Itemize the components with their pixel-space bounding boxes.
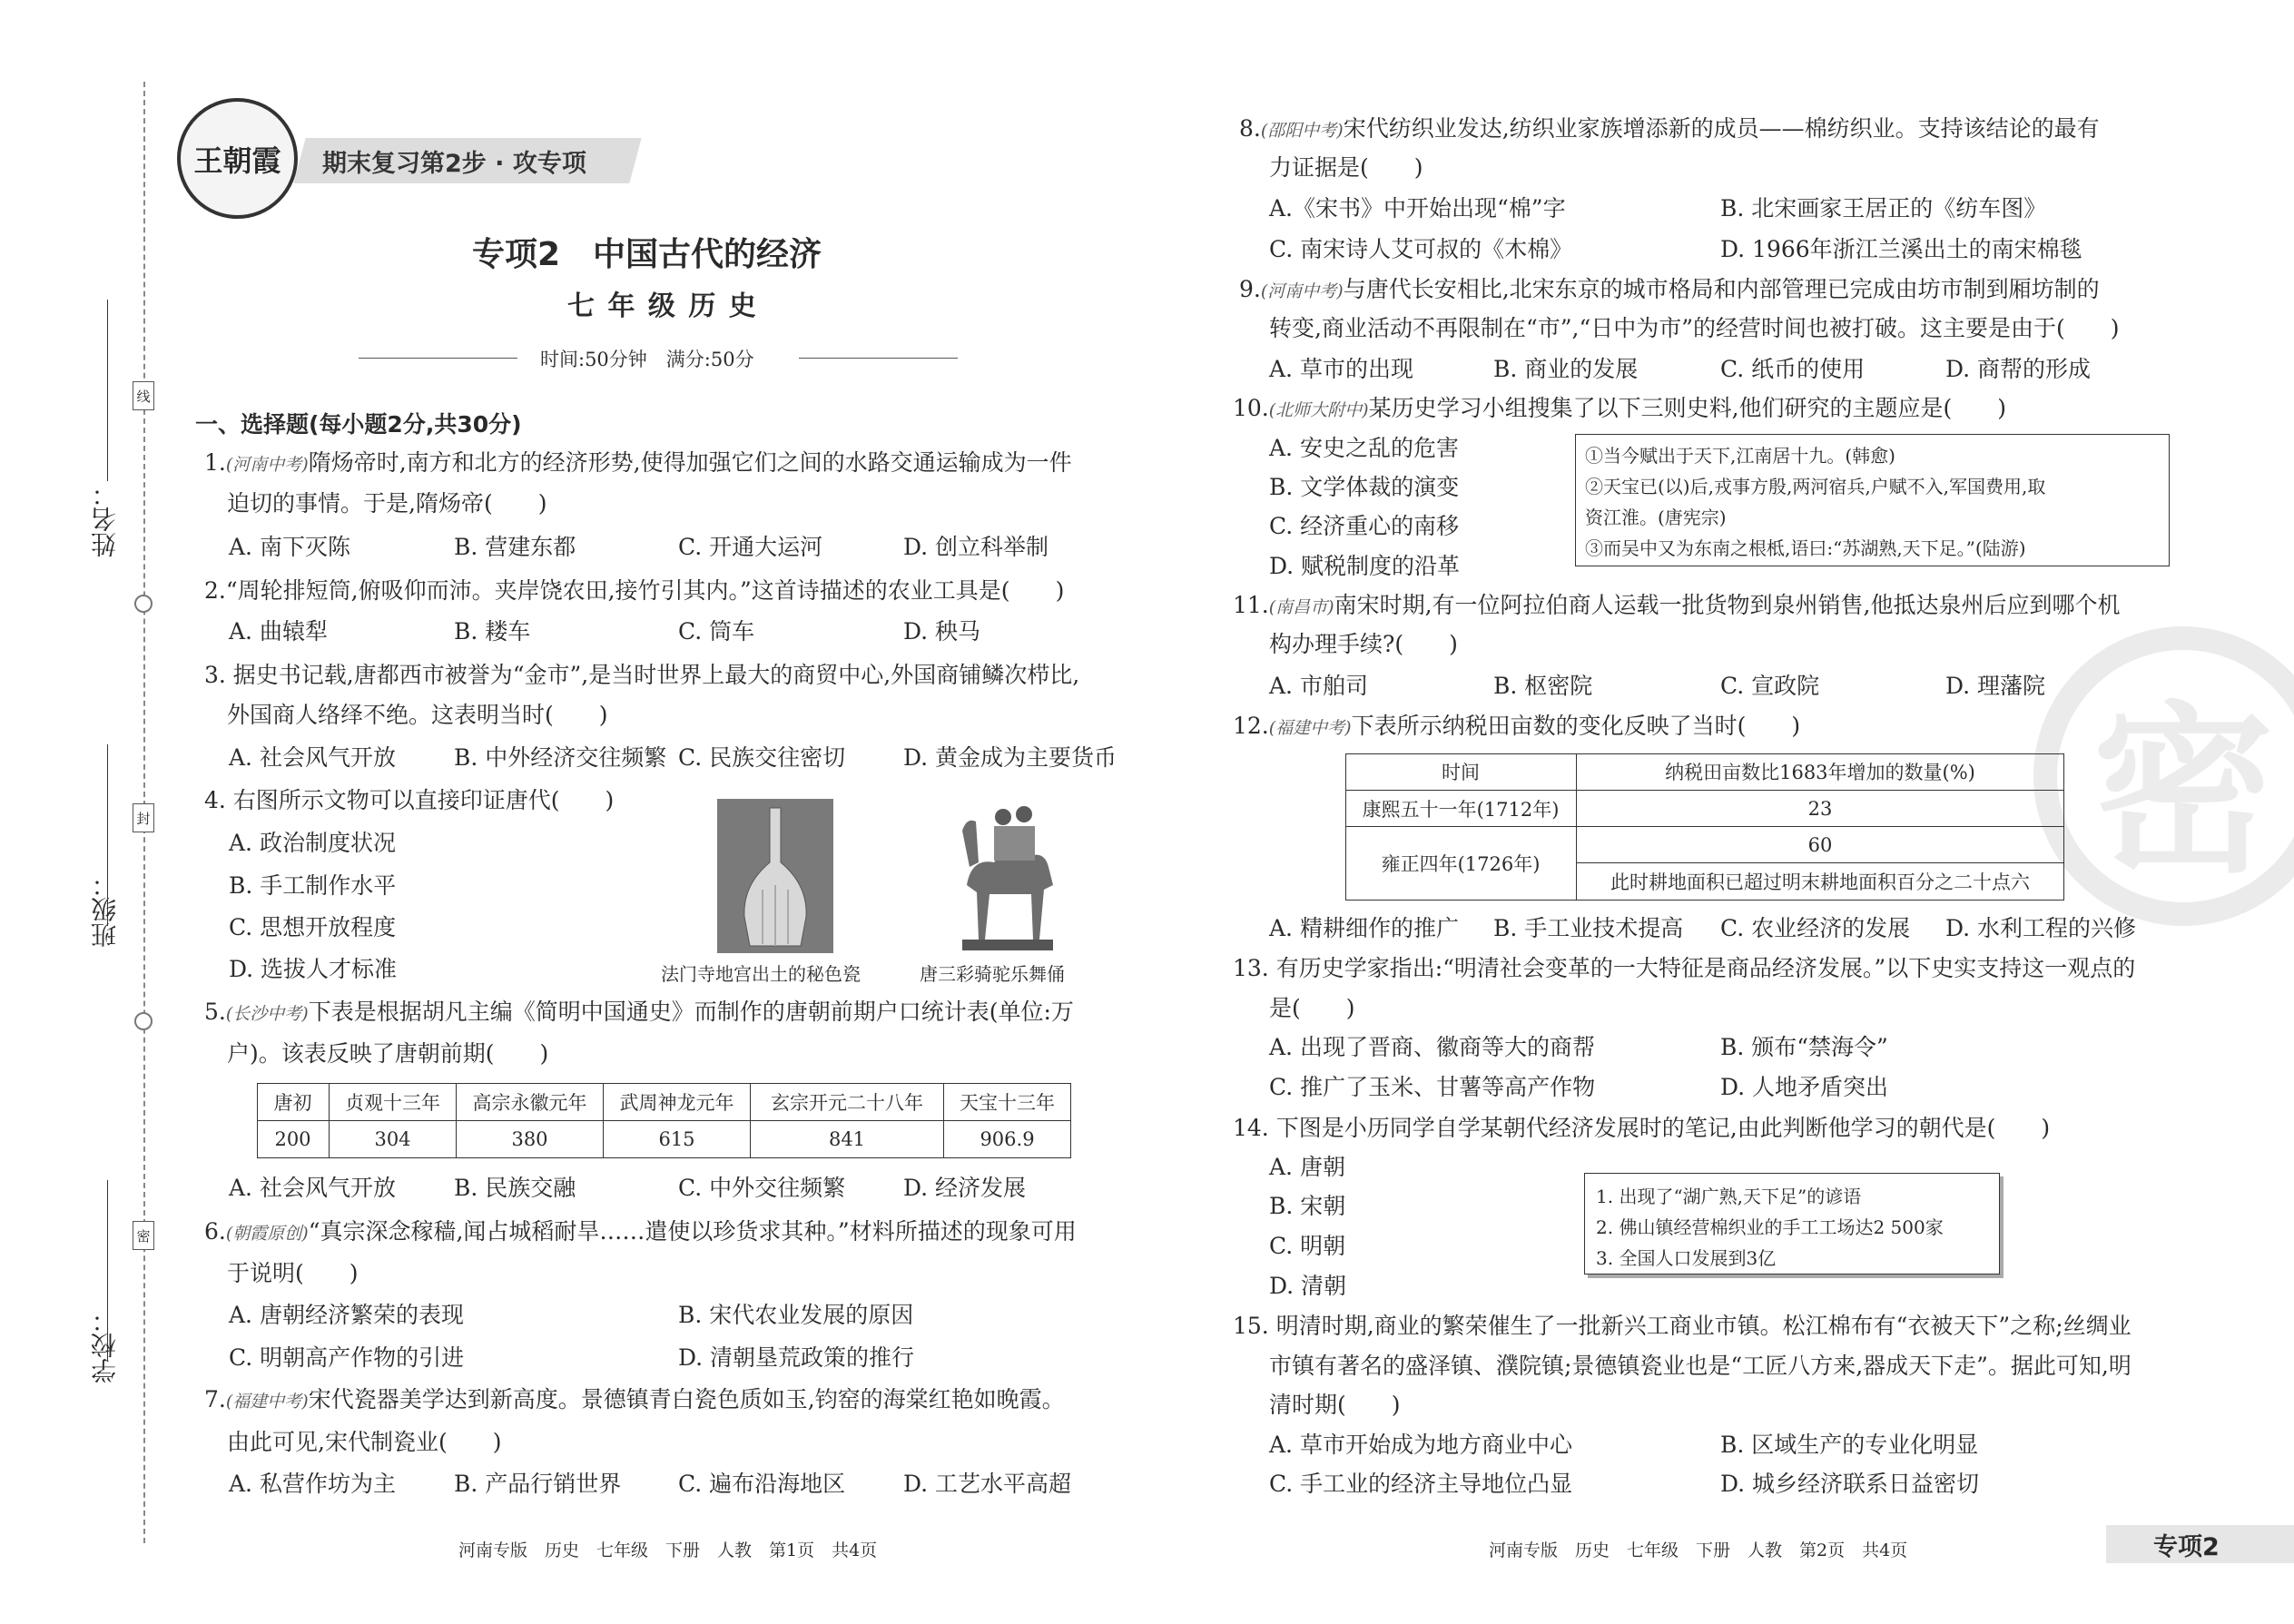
option: B. 中外经济交往频繁 [454,744,667,771]
table-header-cell: 纳税田亩数比1683年增加的数量(%) [1577,753,2064,791]
porcelain-vase-image [717,799,833,953]
name-underline [107,300,108,481]
image-caption-2: 唐三彩骑驼乐舞俑 [920,963,1065,985]
option: C. 明朝 [1269,1233,1346,1259]
option: B. 商业的发展 [1493,356,1639,382]
question-11-line2: 构办理手续?( ) [1269,631,1458,657]
camel-figurine-image [944,794,1071,958]
question-10: 10.(北师大附中)某历史学习小组搜集了以下三则史料,他们研究的主题应是( ) [1233,395,2007,421]
option: A. 社会风气开放 [229,1175,396,1201]
option: D. 选拔人才标准 [229,956,398,982]
option: A. 草市开始成为地方商业中心 [1269,1432,1572,1458]
option: B. 营建东都 [454,534,576,560]
option: A. 唐朝 [1269,1154,1345,1180]
table-header-cell: 贞观十三年 [330,1083,457,1121]
option: A. 市舶司 [1269,673,1368,699]
question-11: 11.(南昌市)南宋时期,有一位阿拉伯商人运载一批货物到泉州销售,他抵达泉州后应到哪个机 [1233,592,2121,618]
table-cell: 304 [330,1121,457,1158]
question-8: 8.(邵阳中考)宋代纺织业发达,纺织业家族增添新的成员——棉纺织业。支持该结论的最有 [1239,115,2100,142]
table-cell: 615 [604,1121,751,1158]
note-line: 2. 佛山镇经营棉织业的手工工场达2 500家 [1596,1216,1944,1238]
note-line: 1. 出现了“湖广熟,天下足”的谚语 [1596,1186,1862,1207]
table-cell: 康熙五十一年(1712年) [1345,791,1577,827]
time-rule-right [799,358,958,359]
table-header-cell: 时间 [1345,753,1577,791]
option: A. 安史之乱的危害 [1269,435,1459,461]
question-15: 15. 明清时期,商业的繁荣催生了一批新兴工商业市镇。松江棉布有“衣被天下”之称;丝绸业 [1233,1313,2132,1339]
watermark-seal [2033,626,2294,926]
question-14: 14. 下图是小历同学自学某朝代经济发展时的笔记,由此判断他学习的朝代是( ) [1233,1115,2051,1141]
option: B. 北宋画家王居正的《纺车图》 [1720,195,2047,221]
seal-box-3: 密 [133,1221,154,1250]
option: B. 手工业技术提高 [1493,915,1684,941]
question-15-line2: 市镇有著名的盛泽镇、濮院镇;景德镇瓷业也是“工匠八方来,器成天下走”。据此可知,明 [1269,1353,2132,1379]
source-line: ②天宝已(以)后,戎事方殷,两河宿兵,户赋不入,军国费用,取 [1585,476,2046,497]
option: C. 筒车 [678,618,755,645]
seal-box-1: 线 [133,381,154,410]
option: C. 农业经济的发展 [1720,915,1911,941]
logo-text: 王朝霞 [193,143,281,178]
option: B. 区域生产的专业化明显 [1720,1432,1979,1458]
option: C. 宣政院 [1720,673,1820,699]
option: C. 民族交往密切 [678,744,846,771]
page-tag: 专项2 [2153,1533,2220,1561]
option: B. 宋代农业发展的原因 [678,1302,914,1328]
page-title: 专项2 中国古代的经济 [472,236,822,273]
table-cell: 23 [1577,791,2064,827]
section-heading: 一、选择题(每小题2分,共30分) [195,411,522,438]
table-cell: 雍正四年(1726年) [1345,827,1577,901]
option: D. 1966年浙江兰溪出土的南宋棉毯 [1720,236,2082,262]
option: B. 颁布“禁海令” [1720,1034,1888,1060]
option: C. 中外交往频繁 [678,1175,846,1201]
option: D. 城乡经济联系日益密切 [1720,1471,1980,1497]
source-line: ③而吴中又为东南之根柢,语曰:“苏湖熟,天下足。”(陆游) [1585,537,2026,559]
note-line: 3. 全国人口发展到3亿 [1596,1247,1777,1269]
option: D. 经济发展 [903,1175,1027,1201]
option: B. 枢密院 [1493,673,1593,699]
question-5: 5.(长沙中考)下表是根据胡凡主编《简明中国通史》而制作的唐朝前期户口统计表(单位:万 [204,999,1074,1025]
option: D. 清朝 [1269,1273,1347,1299]
option: C. 经济重心的南移 [1269,513,1460,539]
question-9-line2: 转变,商业活动不再限制在“市”,“日中为市”的经营时间也被打破。这主要是由于( ) [1269,315,2120,341]
option: C. 推广了玉米、甘薯等高产作物 [1269,1074,1596,1100]
option: A. 草市的出现 [1269,356,1413,382]
time-info: 时间:50分钟 满分:50分 [540,349,754,370]
option: C. 明朝高产作物的引进 [229,1344,465,1371]
question-15-line3: 清时期( ) [1269,1392,1401,1418]
table-header-cell: 高宗永徽元年 [457,1083,604,1121]
question-13: 13. 有历史学家指出:“明清社会变革的一大特征是商品经济发展。”以下史实支持这一观点的 [1233,955,2136,981]
option: C. 遍布沿海地区 [678,1471,846,1497]
question-1-line2: 迫切的事情。于是,隋炀帝( ) [227,490,547,517]
question-12: 12.(福建中考)下表所示纳税田亩数的变化反映了当时( ) [1233,713,1801,739]
image-caption-1: 法门寺地宫出土的秘色瓷 [661,963,861,985]
table-cell: 此时耕地面积已超过明末耕地面积百分之二十点六 [1577,863,2064,901]
option: C. 开通大运河 [678,534,823,560]
table-header-cell: 武周神龙元年 [604,1083,751,1121]
option: B. 宋朝 [1269,1193,1346,1219]
school-label: 学校： [90,1307,120,1383]
footer-right: 河南专版 历史 七年级 下册 人教 第2页 共4页 [1489,1540,1908,1560]
option: D. 工艺水平高超 [903,1471,1072,1497]
option: B. 耧车 [454,618,531,645]
question-3: 3. 据史书记载,唐都西市被誉为“金市”,是当时世界上最大的商贸中心,外国商铺鳞次栉比, [204,662,1080,688]
option: A. 私营作坊为主 [229,1471,396,1497]
source-line: ①当今赋出于天下,江南居十九。(韩愈) [1585,445,1895,467]
option: D. 秧马 [903,618,981,645]
option: C. 思想开放程度 [229,914,397,940]
page-subtitle: 七 年 级 历 史 [567,290,758,322]
option: D. 黄金成为主要货币 [903,744,1117,771]
footer-left: 河南专版 历史 七年级 下册 人教 第1页 共4页 [458,1540,878,1560]
question-8-line2: 力证据是( ) [1269,154,1423,181]
question-4: 4. 右图所示文物可以直接印证唐代( ) [204,787,615,813]
question-7: 7.(福建中考)宋代瓷器美学达到新高度。景德镇青白瓷色质如玉,钧窑的海棠红艳如晚霞。 [204,1386,1065,1412]
option: C. 南宋诗人艾可叔的《木棉》 [1269,236,1573,262]
option: D. 赋税制度的沿革 [1269,553,1461,579]
table-cell: 380 [457,1121,604,1158]
source-line: 资江淮。(唐宪宗) [1585,507,1727,528]
table-cell: 841 [751,1121,944,1158]
seal-box-2: 封 [133,803,154,832]
option: B. 文学体裁的演变 [1269,474,1460,500]
option: A.《宋书》中开始出现“棉”字 [1269,195,1566,221]
option: D. 商帮的形成 [1945,356,2092,382]
option: D. 水利工程的兴修 [1945,915,2137,941]
option: D. 创立科举制 [903,534,1049,560]
option: A. 曲辕犁 [229,618,328,645]
question-6: 6.(朝霞原创)“真宗深念稼穑,闻占城稻耐旱……遣使以珍货求其种。”材料所描述的现象可用 [204,1218,1077,1245]
binding-hole [134,1012,153,1030]
option: D. 理藩院 [1945,673,2046,699]
question-13-line2: 是( ) [1269,995,1355,1021]
question-1: 1.(河南中考)隋炀帝时,南方和北方的经济形势,使得加强它们之间的水路交通运输成为一件 [204,449,1072,476]
option: B. 民族交融 [454,1175,576,1201]
option: A. 政治制度状况 [229,830,396,856]
option: A. 出现了晋商、徽商等大的商帮 [1269,1034,1595,1060]
table-header-cell: 天宝十三年 [944,1083,1071,1121]
binding-hole [134,595,153,613]
table-header-cell: 玄宗开元二十八年 [751,1083,944,1121]
table-cell: 200 [257,1121,330,1158]
question-9: 9.(河南中考)与唐代长安相比,北宋东京的城市格局和内部管理已完成由坊市制到厢坊制的 [1239,276,2100,302]
watermark-text: 密 [2092,684,2274,898]
question-7-line2: 由此可见,宋代制瓷业( ) [227,1429,502,1455]
class-label: 班级： [90,871,120,948]
brand-logo [177,98,298,219]
name-label: 姓名： [90,481,120,557]
time-rule-left [359,358,517,359]
table-header-cell: 唐初 [257,1083,330,1121]
banner-text: 期末复习第2步 · 攻专项 [322,150,586,178]
option: A. 精耕细作的推广 [1269,915,1459,941]
option: A. 社会风气开放 [229,744,396,771]
option: A. 唐朝经济繁荣的表现 [229,1302,464,1328]
option: D. 清朝垦荒政策的推行 [678,1344,915,1371]
question-5-line2: 户)。该表反映了唐朝前期( ) [227,1040,549,1067]
question-3-line2: 外国商人络绎不绝。这表明当时( ) [227,702,608,728]
option: B. 产品行销世界 [454,1471,622,1497]
option: A. 南下灭陈 [229,534,350,560]
option: D. 人地矛盾突出 [1720,1074,1889,1100]
table-cell: 60 [1577,827,2064,863]
option: C. 手工业的经济主导地位凸显 [1269,1471,1573,1497]
option: B. 手工制作水平 [229,872,397,899]
table-cell: 906.9 [944,1121,1071,1158]
option: C. 纸币的使用 [1720,356,1866,382]
question-6-line2: 于说明( ) [227,1260,359,1286]
question-2: 2.“周轮排短筒,俯吸仰而沛。夹岸饶农田,接竹引其内。”这首诗描述的农业工具是( ) [204,577,1065,604]
